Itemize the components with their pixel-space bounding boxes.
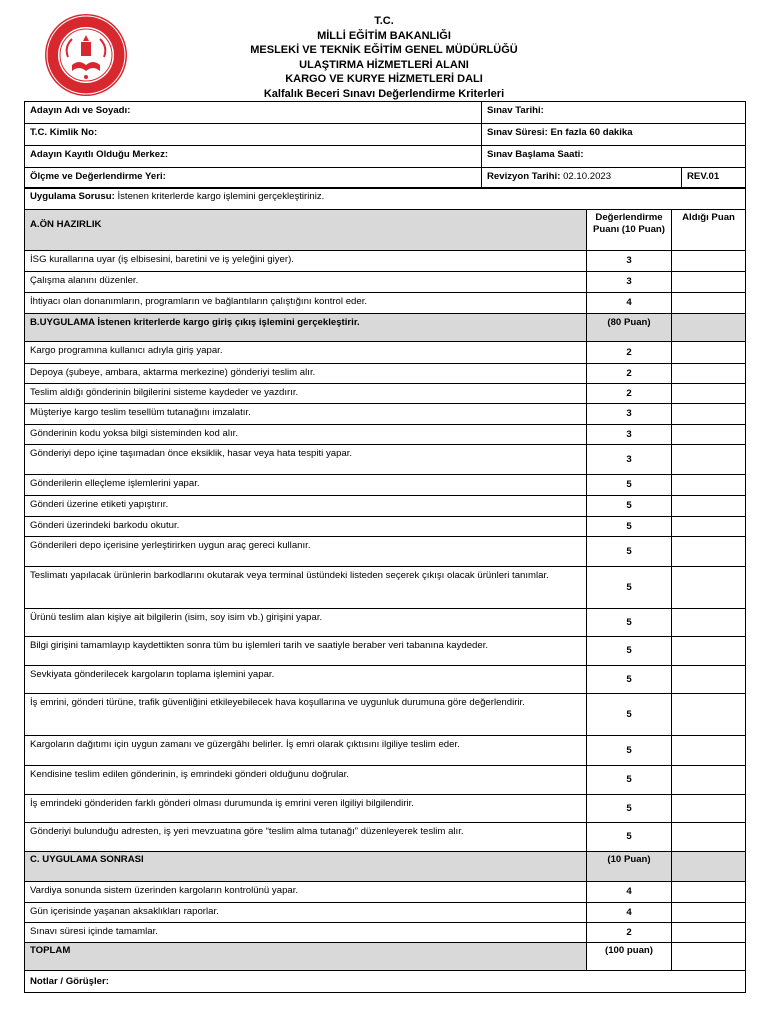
criterion-received-score[interactable] <box>672 736 746 766</box>
candidate-info-table <box>24 101 746 189</box>
total-received[interactable] <box>672 943 746 971</box>
criterion-received-score[interactable] <box>672 823 746 852</box>
revision-value: 02.10.2023 <box>563 171 612 182</box>
criterion-row <box>25 251 746 272</box>
exam-duration: Sınav Süresi: En fazla 60 dakika <box>482 124 746 146</box>
criterion-row <box>25 272 746 293</box>
criterion-received-score[interactable] <box>672 537 746 567</box>
criterion-received-score[interactable] <box>672 475 746 496</box>
section-b-title: B.UYGULAMA İstenen kriterlerde kargo giriş çıkış işlemini gerçekleştirir. <box>25 314 587 342</box>
section-c-title: C. UYGULAMA SONRASI <box>25 852 587 882</box>
criterion-received-score[interactable] <box>672 923 746 943</box>
criterion-text: Çalışma alanını düzenler. <box>25 272 587 293</box>
meb-logo <box>44 13 128 97</box>
criterion-score: 3 <box>587 425 672 445</box>
criterion-score: 5 <box>587 567 672 609</box>
section-c-received[interactable] <box>672 852 746 882</box>
criterion-score: 5 <box>587 766 672 795</box>
criterion-score: 3 <box>587 404 672 425</box>
criterion-received-score[interactable] <box>672 694 746 736</box>
criterion-row <box>25 537 746 567</box>
criterion-score: 5 <box>587 795 672 823</box>
exam-place-field[interactable]: Ölçme ve Değerlendirme Yeri: <box>25 168 482 189</box>
tc-no-field[interactable]: T.C. Kimlik No: <box>25 124 482 146</box>
revision-label: Revizyon Tarihi: <box>487 171 561 182</box>
section-a-title: A.ÖN HAZIRLIK <box>25 210 587 251</box>
criterion-row <box>25 923 746 943</box>
criterion-text: İş emrindeki gönderiden farklı gönderi olması durumunda iş emrini veren ilgiliyi bilgilendirir. <box>25 795 587 823</box>
criterion-received-score[interactable] <box>672 342 746 364</box>
criterion-text: Gönderi üzerine etiketi yapıştırır. <box>25 496 587 517</box>
header-field: ULAŞTIRMA HİZMETLERİ ALANI <box>299 58 469 71</box>
criterion-score: 2 <box>587 342 672 364</box>
criterion-text: Kargoların dağıtımı için uygun zamanı ve güzergâhı belirler. İş emri olarak çıktısını ilgiliye teslim eder. <box>25 736 587 766</box>
criterion-row <box>25 425 746 445</box>
criterion-score: 2 <box>587 923 672 943</box>
criterion-row <box>25 795 746 823</box>
criterion-row <box>25 609 746 637</box>
criterion-text: Gönderilerin elleçleme işlemlerini yapar. <box>25 475 587 496</box>
header-tc: T.C. <box>374 15 394 27</box>
criterion-score: 5 <box>587 475 672 496</box>
criterion-text: Sevkiyata gönderilecek kargoların toplama işlemini yapar. <box>25 666 587 694</box>
criterion-text: Teslim aldığı gönderinin bilgilerini sisteme kaydeder ve yazdırır. <box>25 384 587 404</box>
criterion-score: 5 <box>587 517 672 537</box>
criterion-row <box>25 445 746 475</box>
criterion-row <box>25 694 746 736</box>
criterion-score: 3 <box>587 445 672 475</box>
criterion-received-score[interactable] <box>672 567 746 609</box>
criterion-received-score[interactable] <box>672 882 746 903</box>
criterion-row <box>25 736 746 766</box>
question-label: Uygulama Sorusu: <box>30 191 115 202</box>
question-text: İstenen kriterlerde kargo işlemini gerçekleştiriniz. <box>117 191 325 202</box>
criterion-row <box>25 384 746 404</box>
criterion-text: Bilgi girişini tamamlayıp kaydettikten sonra tüm bu işlemleri tarih ve saatiyle beraber veri tabanına kaydeder. <box>25 637 587 666</box>
criterion-received-score[interactable] <box>672 425 746 445</box>
criterion-text: İhtiyacı olan donanımların, programların ve bağlantıların çalıştığını kontrol eder. <box>25 293 587 314</box>
criterion-received-score[interactable] <box>672 404 746 425</box>
criterion-received-score[interactable] <box>672 364 746 384</box>
criteria-table <box>24 187 746 993</box>
criterion-text: Gönderiyi bulunduğu adresten, iş yeri mevzuatına göre “teslim alma tutanağı” düzenleyerek teslim alır. <box>25 823 587 852</box>
header-ministry: MİLLİ EĞİTİM BAKANLIĞI <box>317 29 451 42</box>
revision-date <box>482 168 682 189</box>
criterion-text: Teslimatı yapılacak ürünlerin barkodlarını okutarak veya terminal üstündeki listeden seçerek çıkışı olacak ürünleri tanımlar. <box>25 567 587 609</box>
criterion-row <box>25 567 746 609</box>
criterion-row <box>25 293 746 314</box>
criterion-received-score[interactable] <box>672 496 746 517</box>
start-time-field[interactable]: Sınav Başlama Saati: <box>482 146 746 168</box>
candidate-name-field[interactable]: Adayın Adı ve Soyadı: <box>25 102 482 124</box>
notes-field[interactable]: Notlar / Görüşler: <box>25 971 746 993</box>
total-points: (100 puan) <box>587 943 672 971</box>
header-directorate: MESLEKİ VE TEKNİK EĞİTİM GENEL MÜDÜRLÜĞÜ <box>250 44 518 57</box>
criterion-text: Gönderiyi depo içine taşımadan önce eksiklik, hasar veya hata tespiti yapar. <box>25 445 587 475</box>
criterion-received-score[interactable] <box>672 666 746 694</box>
criterion-text: Gönderi üzerindeki barkodu okutur. <box>25 517 587 537</box>
section-b-points: (80 Puan) <box>587 314 672 342</box>
criterion-text: Kargo programına kullanıcı adıyla giriş yapar. <box>25 342 587 364</box>
criterion-text: Kendisine teslim edilen gönderinin, iş emrindeki gönderi olduğunu doğrular. <box>25 766 587 795</box>
criterion-row <box>25 823 746 852</box>
criterion-received-score[interactable] <box>672 766 746 795</box>
header-subtitle: Kalfalık Beceri Sınavı Değerlendirme Kriterleri <box>263 87 505 100</box>
criterion-received-score[interactable] <box>672 251 746 272</box>
criterion-score: 4 <box>587 293 672 314</box>
section-b-received[interactable] <box>672 314 746 342</box>
criterion-text: Müşteriye kargo teslim tesellüm tutanağını imzalatır. <box>25 404 587 425</box>
application-question <box>25 188 746 210</box>
criterion-row <box>25 882 746 903</box>
criterion-received-score[interactable] <box>672 609 746 637</box>
criterion-row <box>25 364 746 384</box>
document-header <box>190 14 578 102</box>
criterion-text: Gün içerisinde yaşanan aksaklıkları raporlar. <box>25 903 587 923</box>
total-label: TOPLAM <box>25 943 587 971</box>
criterion-text: Gönderileri depo içerisine yerleştirirken uygun araç gereci kullanır. <box>25 537 587 567</box>
criterion-text: Gönderinin kodu yoksa bilgi sisteminden kod alır. <box>25 425 587 445</box>
section-c-rows <box>25 882 746 943</box>
section-b-rows <box>25 342 746 852</box>
criterion-received-score[interactable] <box>672 903 746 923</box>
criterion-score: 3 <box>587 251 672 272</box>
criterion-text: Sınavı süresi içinde tamamlar. <box>25 923 587 943</box>
criterion-score: 2 <box>587 364 672 384</box>
criterion-row <box>25 404 746 425</box>
criterion-row <box>25 903 746 923</box>
criterion-received-score[interactable] <box>672 795 746 823</box>
section-c-points: (10 Puan) <box>587 852 672 882</box>
criterion-score: 4 <box>587 903 672 923</box>
exam-date-field[interactable]: Sınav Tarihi: <box>482 102 746 124</box>
criterion-received-score[interactable] <box>672 445 746 475</box>
criterion-score: 5 <box>587 637 672 666</box>
criterion-score: 5 <box>587 496 672 517</box>
criterion-text: Ürünü teslim alan kişiye ait bilgilerin (isim, soy isim vb.) girişini yapar. <box>25 609 587 637</box>
criterion-score: 2 <box>587 384 672 404</box>
criterion-row <box>25 666 746 694</box>
criterion-row <box>25 517 746 537</box>
criterion-row <box>25 496 746 517</box>
header-branch: KARGO VE KURYE HİZMETLERİ DALI <box>285 73 483 86</box>
revision-code: REV.01 <box>682 168 746 189</box>
criterion-row <box>25 637 746 666</box>
registered-center-field[interactable]: Adayın Kayıtlı Olduğu Merkez: <box>25 146 482 168</box>
criterion-received-score[interactable] <box>672 637 746 666</box>
criterion-text: Vardiya sonunda sistem üzerinden kargoların kontrolünü yapar. <box>25 882 587 903</box>
criterion-row <box>25 766 746 795</box>
criterion-text: Depoya (şubeye, ambara, aktarma merkezine) gönderiyi teslim alır. <box>25 364 587 384</box>
criterion-score: 5 <box>587 666 672 694</box>
criterion-score: 5 <box>587 694 672 736</box>
criterion-score: 3 <box>587 272 672 293</box>
criterion-text: İSG kurallarına uyar (iş elbisesini, baretini ve iş yeleğini giyer). <box>25 251 587 272</box>
criterion-score: 5 <box>587 609 672 637</box>
criterion-score: 5 <box>587 736 672 766</box>
criterion-row <box>25 475 746 496</box>
score-column-header: Değerlendirme Puanı (10 Puan) <box>587 210 672 251</box>
criterion-received-score[interactable] <box>672 293 746 314</box>
criterion-text: İş emrini, gönderi türüne, trafik güvenliğini etkileyebilecek hava koşullarına ve uygunluk durumuna göre değerlendirir. <box>25 694 587 736</box>
criterion-received-score[interactable] <box>672 517 746 537</box>
criterion-score: 5 <box>587 537 672 567</box>
criterion-score: 5 <box>587 823 672 852</box>
criterion-row <box>25 342 746 364</box>
section-a-rows <box>25 251 746 314</box>
criterion-received-score[interactable] <box>672 272 746 293</box>
received-column-header: Aldığı Puan <box>672 210 746 251</box>
criterion-received-score[interactable] <box>672 384 746 404</box>
criterion-score: 4 <box>587 882 672 903</box>
